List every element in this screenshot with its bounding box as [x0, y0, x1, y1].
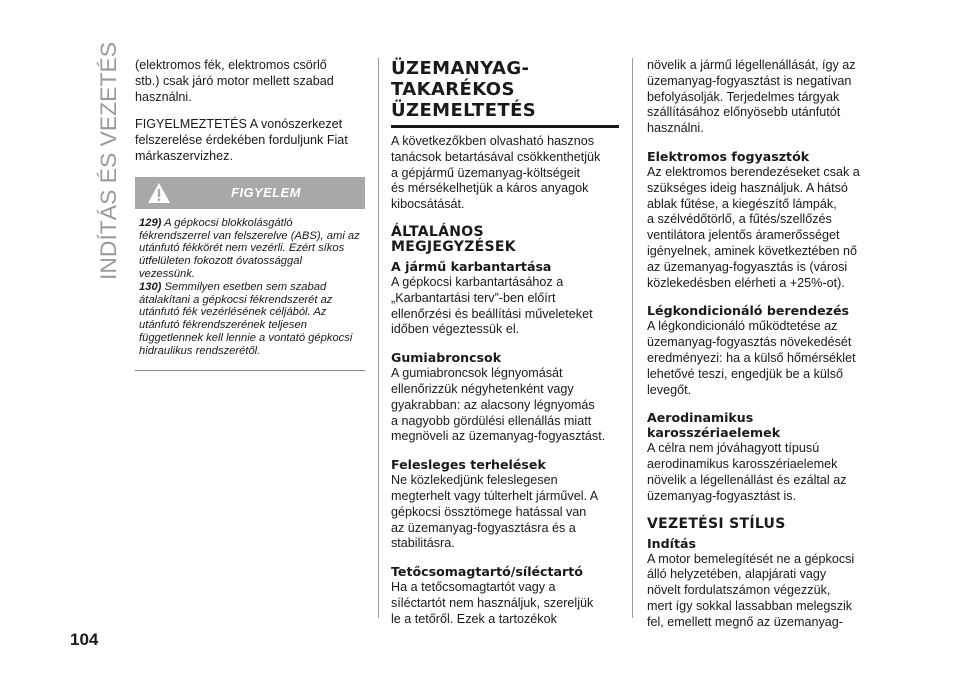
warning-body [135, 209, 365, 371]
warning-title: FIGYELEM [231, 184, 301, 200]
electrical-text: Az elektromos berendezéseket csak a szükséges ideig használjuk. A hátsó ablak fűtése, a kiegészítő lámpák, a szélvédőtörlő, a fűtés/szellőzés ventilátora jelentős áramerősséget igényelnek, aminek következtében nő az üzemanyag-fogyasztás is (városi közlekedésben elérheti a +25%-ot). [647, 164, 860, 290]
subheading-loads: Felesleges terhelések [391, 457, 546, 473]
fuel-saving-intro: A következőkben olvasható hasznos tanácsok betartásával csökkenthetjük a gépjármű üzemanyag-költségeit és mérsékelhetjük a káros anyagok kibocsátását. [391, 134, 601, 212]
subheading-aerodynamics: Aerodinamikus karosszériaelemek [647, 410, 781, 441]
warning-item-text: Semmilyen esetben sem szabad átalakítani a gépkocsi fékrendszerét az utánfutó fék vezérlésének céljából. Az utánfutó fékrendszerének teljesen függetlennek kell lennie a vontató gépkocsi hidraulikus rendszerétől. [139, 280, 353, 357]
subheading-starting: Indítás [647, 535, 696, 551]
section-heading-general: ÁLTALÁNOS MEGJEGYZÉSEK [391, 223, 516, 255]
section-heading-driving-style: VEZETÉSI STÍLUS [647, 515, 786, 532]
maintenance-text: A gépkocsi karbantartásához a „Karbantartási terv”-ben előírt ellenőrzési és beállítási műveleteket időben végeztessük el. [391, 274, 593, 337]
section-heading-fuel-saving: ÜZEMANYAG- TAKARÉKOS ÜZEMELTETÉS [391, 58, 619, 128]
warning-item-number: 129) [139, 216, 162, 229]
loads-text: Ne közlekedjünk feleslegesen megterhelt vagy túlterhelt járművel. A gépkocsi össztömege hatással van az üzemanyag-fogyasztásra és a stabilitásra. [391, 473, 599, 551]
column-3 [647, 58, 877, 643]
column-divider-2 [632, 58, 633, 618]
intro-paragraph: (elektromos fék, elektromos csörlő stb.) csak járó motor mellett szabad használni. [135, 58, 334, 104]
side-title [58, 40, 138, 280]
warning-item-130 [139, 281, 361, 358]
subheading-tyres: Gumiabroncsok [391, 350, 502, 366]
subheading-air-conditioning: Légkondicionáló berendezés [647, 303, 850, 319]
column-divider-1 [378, 58, 379, 618]
warning-item-text: A gépkocsi blokkolásgátló fékrendszerrel van felszerelve (ABS), ami az utánfutó fékkörét nem vezérli. Ezért síkos útfelületen fokozott óvatossággal vezessünk. [139, 216, 360, 280]
warning-item-129 [139, 217, 361, 281]
subheading-electrical: Elektromos fogyasztók [647, 148, 810, 164]
starting-text: A motor bemelegítését ne a gépkocsi álló helyzetében, alapjárati vagy növelt fordulatszámon végezzük, mert így sokkal lassabban melegszik fel, emellett megnő az üzemanyag- [647, 551, 855, 629]
note-paragraph: FIGYELMEZTETÉS A vonószerkezet felszerelése érdekében forduljunk Fiat márkaszervizhez. [135, 117, 348, 163]
column-1 [135, 58, 365, 371]
tyres-text: A gumiabroncsok légnyomását ellenőrizzük négyhetenként vagy gyakrabban: az alacsony légnyomás a nagyobb gördülési ellenállás miatt megnöveli az üzemanyag-fogyasztást. [391, 366, 606, 444]
aerodynamics-text: A célra nem jóváhagyott típusú aerodinamikus karosszériaelemek növelik a légellenállást és ezáltal az üzemanyag-fogyasztást is. [647, 441, 847, 503]
warning-header [135, 177, 365, 209]
warning-box [135, 177, 365, 371]
page-number: 104 [70, 630, 99, 649]
column-2 [391, 58, 619, 640]
side-title-text: INDÍTÁS ÉS VEZETÉS [96, 51, 121, 280]
warning-item-number: 130) [139, 280, 162, 293]
subheading-maintenance: A jármű karbantartása [391, 258, 552, 274]
roof-rack-text: Ha a tetőcsomagtartót vagy a síléctartót nem használjuk, szereljük le a tetőről. Ezek a tartozékok [391, 580, 594, 626]
roof-rack-continued: növelik a jármű légellenállását, így az üzemanyag-fogyasztást is negatívan befolyásolják. Terjedelmes tárgyak szállításához előnyösebb utánfutót használni. [647, 58, 856, 136]
subheading-roof-rack: Tetőcsomagtartó/síléctartó [391, 564, 583, 580]
air-conditioning-text: A légkondicionáló működtetése az üzemanyag-fogyasztás növekedését eredményezi: ha a külső hőmérséklet lehetővé teszi, engedjük be a külső levegőt. [647, 319, 856, 397]
